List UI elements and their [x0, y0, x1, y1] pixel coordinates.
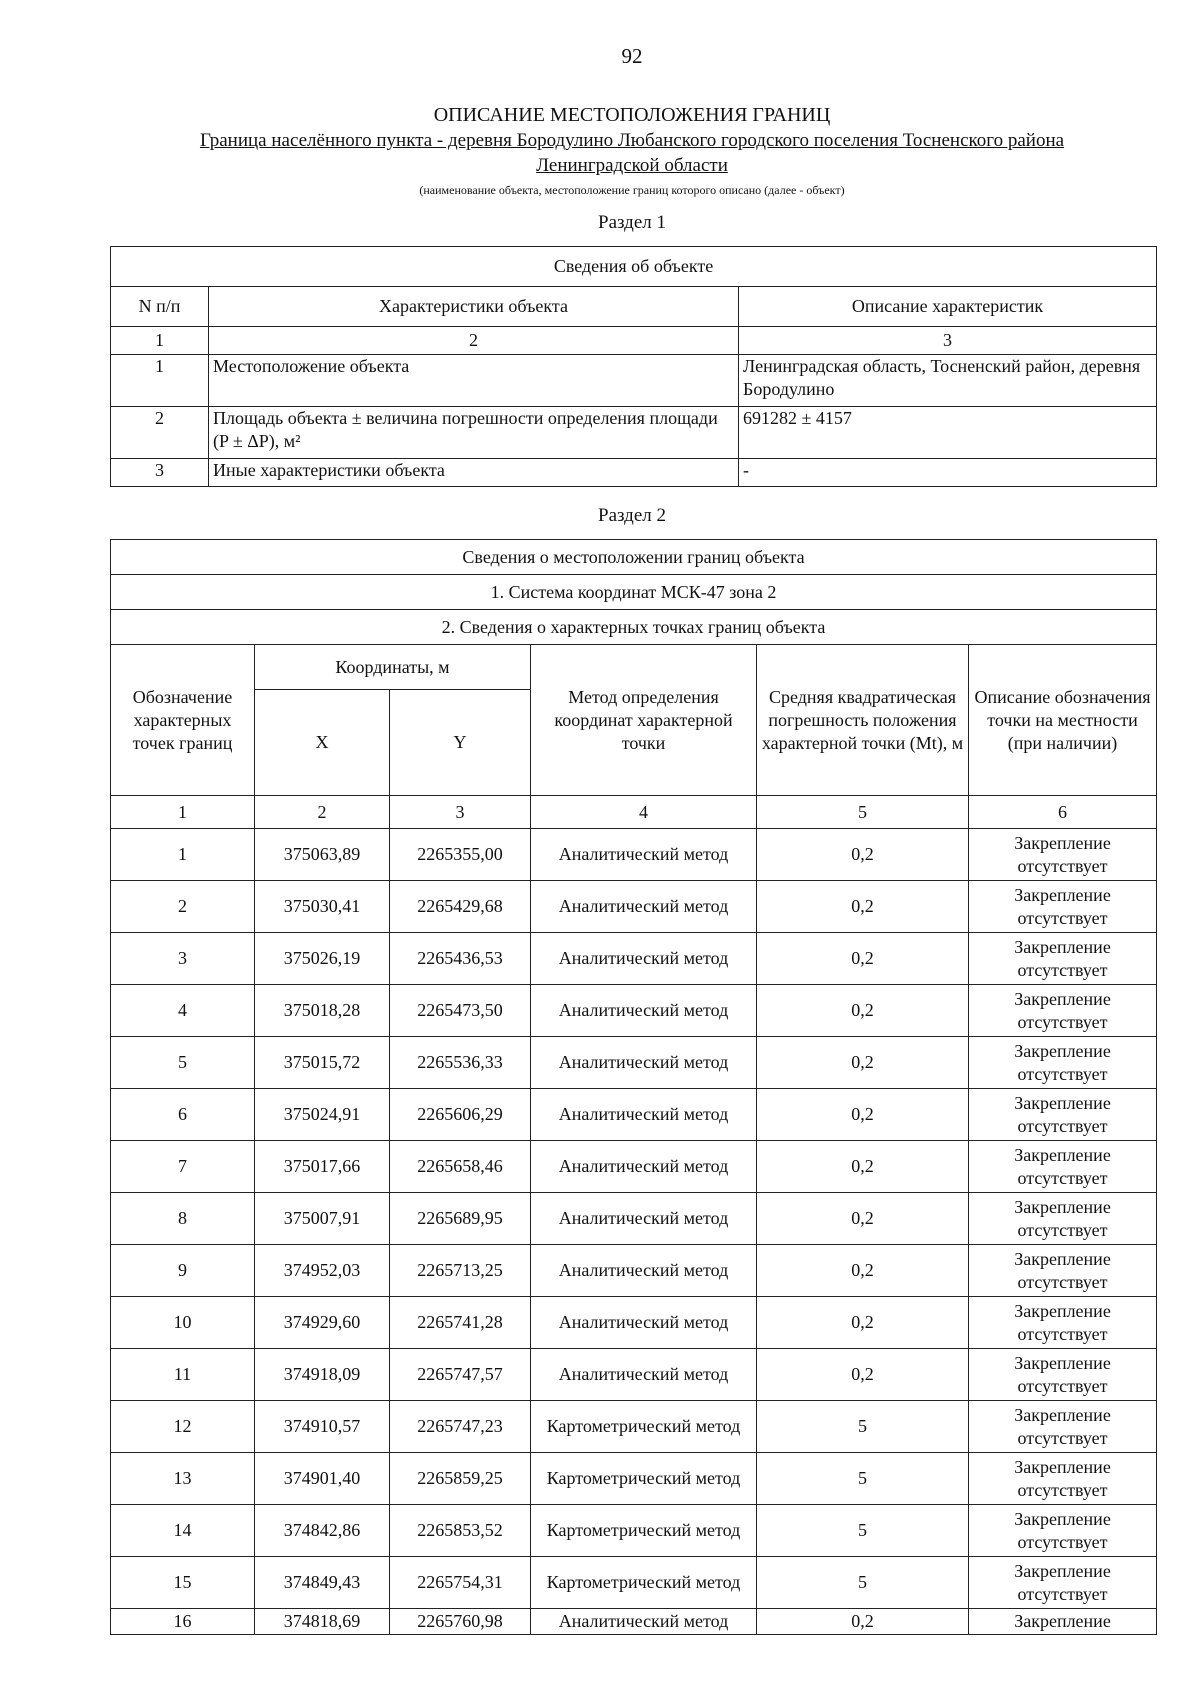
point-y: 2265355,00 [390, 829, 531, 881]
point-error: 0,2 [757, 881, 969, 933]
point-method: Картометрический метод [531, 1557, 757, 1609]
point-description: Закрепление отсутствует [969, 1453, 1157, 1505]
point-description: Закрепление отсутствует [969, 1349, 1157, 1401]
point-error: 0,2 [757, 1609, 969, 1635]
point-id: 10 [111, 1297, 255, 1349]
point-description: Закрепление отсутствует [969, 1089, 1157, 1141]
table-row [111, 1401, 1157, 1453]
header-coordinates: Координаты, м [255, 645, 531, 690]
point-description: Закрепление отсутствует [969, 1193, 1157, 1245]
point-error: 5 [757, 1557, 969, 1609]
table-row [111, 1505, 1157, 1557]
row-description: Ленинградская область, Тосненский район, деревня Бородулино [739, 355, 1157, 407]
point-x: 375015,72 [255, 1037, 390, 1089]
point-y: 2265536,33 [390, 1037, 531, 1089]
point-description: Закрепление отсутствует [969, 1141, 1157, 1193]
col-number: 1 [111, 796, 255, 829]
point-y: 2265747,57 [390, 1349, 531, 1401]
point-x: 374918,09 [255, 1349, 390, 1401]
header-description: Описание характеристик [739, 287, 1157, 327]
point-id: 16 [111, 1609, 255, 1635]
point-error: 0,2 [757, 1141, 969, 1193]
point-error: 0,2 [757, 1193, 969, 1245]
points-title: 2. Сведения о характерных точках границ объекта [111, 610, 1157, 645]
point-y: 2265436,53 [390, 933, 531, 985]
row-description: - [739, 459, 1157, 487]
point-description: Закрепление отсутствует [969, 985, 1157, 1037]
point-method: Аналитический метод [531, 1609, 757, 1635]
row-characteristic: Площадь объекта ± величина погрешности определения площади (P ± ΔP), м² [209, 407, 739, 459]
point-error: 0,2 [757, 985, 969, 1037]
col-number: 1 [111, 327, 209, 355]
point-x: 375017,66 [255, 1141, 390, 1193]
point-id: 11 [111, 1349, 255, 1401]
point-method: Аналитический метод [531, 881, 757, 933]
table-row [111, 459, 1157, 487]
col-number: 2 [255, 796, 390, 829]
point-method: Аналитический метод [531, 1297, 757, 1349]
table-row [111, 1349, 1157, 1401]
point-y: 2265658,46 [390, 1141, 531, 1193]
table-row [111, 355, 1157, 407]
point-method: Картометрический метод [531, 1505, 757, 1557]
table-row [111, 1193, 1157, 1245]
header-x: X [255, 690, 390, 796]
point-x: 375024,91 [255, 1089, 390, 1141]
point-x: 374842,86 [255, 1505, 390, 1557]
boundaries-title: Сведения о местоположении границ объекта [111, 540, 1157, 575]
point-method: Аналитический метод [531, 1037, 757, 1089]
point-id: 15 [111, 1557, 255, 1609]
point-description: Закрепление отсутствует [969, 1557, 1157, 1609]
point-id: 3 [111, 933, 255, 985]
point-x: 375026,19 [255, 933, 390, 985]
point-description: Закрепление отсутствует [969, 1401, 1157, 1453]
table-row [111, 933, 1157, 985]
point-description: Закрепление отсутствует [969, 1245, 1157, 1297]
point-description: Закрепление отсутствует [969, 829, 1157, 881]
point-description: Закрепление отсутствует [969, 881, 1157, 933]
table-row [111, 829, 1157, 881]
header-method: Метод определения координат характерной точки [531, 645, 757, 796]
point-y: 2265741,28 [390, 1297, 531, 1349]
col-number: 3 [739, 327, 1157, 355]
row-characteristic: Местоположение объекта [209, 355, 739, 407]
table-row [111, 1037, 1157, 1089]
header-designation: Обозначение характерных точек границ [111, 645, 255, 796]
coordinate-system: 1. Система координат МСК-47 зона 2 [111, 575, 1157, 610]
point-error: 0,2 [757, 1349, 969, 1401]
point-method: Аналитический метод [531, 985, 757, 1037]
point-y: 2265713,25 [390, 1245, 531, 1297]
header-num: N п/п [111, 287, 209, 327]
point-y: 2265747,23 [390, 1401, 531, 1453]
table-row [111, 1453, 1157, 1505]
point-x: 374929,60 [255, 1297, 390, 1349]
boundary-points-table [110, 539, 1157, 1635]
col-number: 6 [969, 796, 1157, 829]
point-x: 375007,91 [255, 1193, 390, 1245]
col-number: 2 [209, 327, 739, 355]
object-name-note: (наименование объекта, местоположение границ которого описано (далее - объект) [419, 183, 845, 197]
row-num: 2 [111, 407, 209, 459]
row-characteristic: Иные характеристики объекта [209, 459, 739, 487]
point-id: 6 [111, 1089, 255, 1141]
point-x: 374849,43 [255, 1557, 390, 1609]
point-error: 0,2 [757, 1037, 969, 1089]
point-error: 0,2 [757, 1297, 969, 1349]
row-description: 691282 ± 4157 [739, 407, 1157, 459]
column-numbers-row [111, 796, 1157, 829]
point-x: 375018,28 [255, 985, 390, 1037]
point-description: Закрепление отсутствует [969, 1037, 1157, 1089]
point-method: Аналитический метод [531, 1245, 757, 1297]
point-y: 2265606,29 [390, 1089, 531, 1141]
point-error: 5 [757, 1401, 969, 1453]
point-y: 2265853,52 [390, 1505, 531, 1557]
point-error: 0,2 [757, 1089, 969, 1141]
point-y: 2265473,50 [390, 985, 531, 1037]
point-error: 5 [757, 1505, 969, 1557]
point-method: Аналитический метод [531, 1193, 757, 1245]
point-x: 374910,57 [255, 1401, 390, 1453]
point-y: 2265689,95 [390, 1193, 531, 1245]
table-row [111, 1609, 1157, 1635]
object-info-table [110, 246, 1157, 487]
row-num: 1 [111, 355, 209, 407]
point-description: Закрепление отсутствует [969, 1297, 1157, 1349]
point-error: 0,2 [757, 829, 969, 881]
col-number: 3 [390, 796, 531, 829]
point-y: 2265760,98 [390, 1609, 531, 1635]
point-id: 2 [111, 881, 255, 933]
document-title: ОПИСАНИЕ МЕСТОПОЛОЖЕНИЯ ГРАНИЦ [433, 104, 831, 126]
point-id: 1 [111, 829, 255, 881]
table-row [111, 407, 1157, 459]
table-row [111, 1297, 1157, 1349]
header-location-description: Описание обозначения точки на местности (при наличии) [969, 645, 1157, 796]
point-id: 12 [111, 1401, 255, 1453]
header-characteristic: Характеристики объекта [209, 287, 739, 327]
section-1-label: Раздел 1 [598, 212, 666, 233]
point-id: 7 [111, 1141, 255, 1193]
col-number: 4 [531, 796, 757, 829]
point-id: 8 [111, 1193, 255, 1245]
object-info-title: Сведения об объекте [111, 247, 1157, 287]
point-y: 2265859,25 [390, 1453, 531, 1505]
point-error: 0,2 [757, 1245, 969, 1297]
table-row [111, 1089, 1157, 1141]
point-x: 374818,69 [255, 1609, 390, 1635]
table-row [111, 985, 1157, 1037]
point-x: 374901,40 [255, 1453, 390, 1505]
table-row [111, 1557, 1157, 1609]
col-number: 5 [757, 796, 969, 829]
point-x: 374952,03 [255, 1245, 390, 1297]
point-id: 4 [111, 985, 255, 1037]
point-x: 375063,89 [255, 829, 390, 881]
point-id: 5 [111, 1037, 255, 1089]
point-id: 14 [111, 1505, 255, 1557]
point-error: 0,2 [757, 933, 969, 985]
point-method: Картометрический метод [531, 1401, 757, 1453]
header-error: Средняя квадратическая погрешность положения характерной точки (Mt), м [757, 645, 969, 796]
object-name: Граница населённого пункта - деревня Бородулино Любанского городского поселения Тосненского района Ленинградской области [199, 130, 1065, 176]
point-description: Закрепление отсутствует [969, 933, 1157, 985]
point-description: Закрепление [969, 1609, 1157, 1635]
header-y: Y [390, 690, 531, 796]
point-description: Закрепление отсутствует [969, 1505, 1157, 1557]
point-method: Аналитический метод [531, 1089, 757, 1141]
point-method: Аналитический метод [531, 829, 757, 881]
point-method: Аналитический метод [531, 1141, 757, 1193]
point-id: 13 [111, 1453, 255, 1505]
point-id: 9 [111, 1245, 255, 1297]
page-number: 92 [621, 44, 643, 68]
row-num: 3 [111, 459, 209, 487]
point-x: 375030,41 [255, 881, 390, 933]
point-method: Аналитический метод [531, 1349, 757, 1401]
point-method: Картометрический метод [531, 1453, 757, 1505]
point-method: Аналитический метод [531, 933, 757, 985]
table-row [111, 1245, 1157, 1297]
points-body [111, 829, 1157, 1635]
table-row [111, 1141, 1157, 1193]
point-y: 2265429,68 [390, 881, 531, 933]
point-y: 2265754,31 [390, 1557, 531, 1609]
section-2-label: Раздел 2 [598, 505, 666, 526]
table-row [111, 881, 1157, 933]
point-error: 5 [757, 1453, 969, 1505]
